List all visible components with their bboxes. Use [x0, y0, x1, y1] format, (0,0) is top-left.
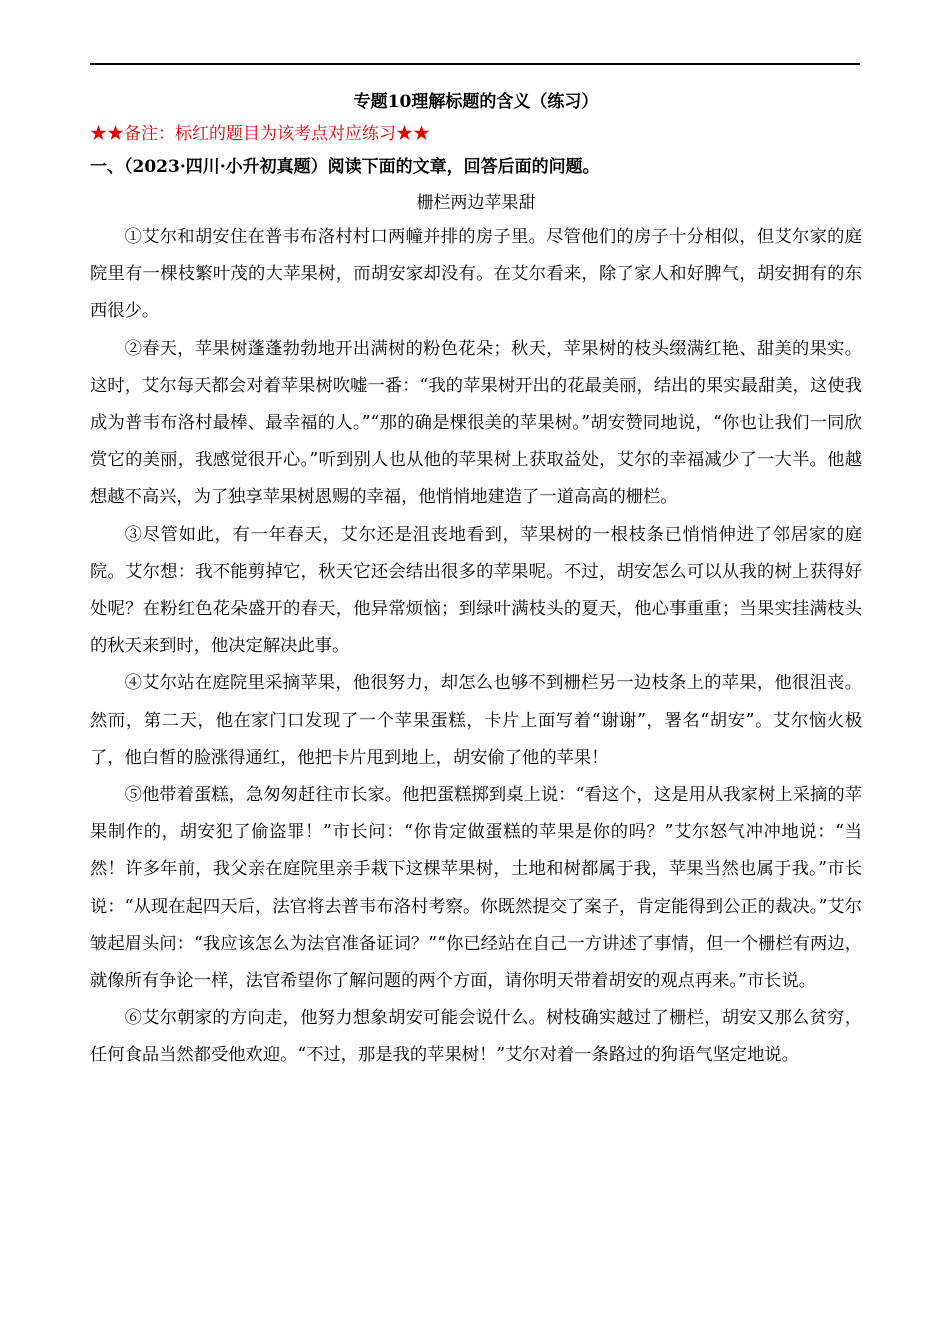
paragraph-1: ①艾尔和胡安住在普韦布洛村村口两幢并排的房子里。尽管他们的房子十分相似，但艾尔家的庭院里有一棵枝繁叶茂的大苹果树，而胡安家却没有。在艾尔看来，除了家人和好脾气，胡安拥有的东西很少。: [90, 227, 862, 322]
paragraph-2: ②春天，苹果树蓬蓬勃勃地开出满树的粉色花朵；秋天，苹果树的枝头缀满红艳、甜美的果实。这时，艾尔每天都会对着苹果树吹嘘一番：“我的苹果树开出的花最美丽，结出的果实最甜美，这使我成为普韦布洛村最棒、最幸福的人。”“那的确是棵很美的苹果树。”胡安赞同地说，“你也让我们一同欣赏它的美丽，我感觉很开心。”听到别人也从他的苹果树上获取益处，艾尔的幸福减少了一大半。他越想越不高兴，为了独享苹果树恩赐的幸福，他悄悄地建造了一道高高的栅栏。: [90, 338, 862, 508]
question-heading: 一、（2023·四川·小升初真题）阅读下面的文章，回答后面的问题。: [90, 157, 600, 177]
article-title: 栅栏两边苹果甜: [416, 193, 536, 213]
document-body: [90, 88, 862, 1075]
paragraph-4: ④艾尔站在庭院里采摘苹果，他很努力，却怎么也够不到栅栏另一边枝条上的苹果，他很沮丧。然而，第二天，他在家门口发现了一个苹果蛋糕，卡片上面写着“谢谢”，署名“胡安”。艾尔恼火极了，他白皙的脸涨得通红，他把卡片甩到地上，胡安偷了他的苹果！: [90, 673, 862, 768]
document-title: 专题10理解标题的含义（练习）: [353, 92, 599, 112]
header-rule: [90, 63, 860, 65]
paragraph-6: ⑥艾尔朝家的方向走，他努力想象胡安可能会说什么。树枝确实越过了栅栏，胡安又那么贫穷，任何食品当然都受他欢迎。“不过，那是我的苹果树！”艾尔对着一条路过的狗语气坚定地说。: [90, 1008, 862, 1066]
paragraph-3: ③尽管如此，有一年春天，艾尔还是沮丧地看到，苹果树的一根枝条已悄悄伸进了邻居家的庭院。艾尔想：我不能剪掉它，秋天它还会结出很多的苹果呢。不过，胡安怎么可以从我的树上获得好处呢？在粉红色花朵盛开的春天，他异常烦恼；到绿叶满枝头的夏天，他心事重重；当果实挂满枝头的秋天来到时，他决定解决此事。: [90, 524, 862, 657]
paragraph-5: ⑤他带着蛋糕，急匆匆赶往市长家。他把蛋糕掷到桌上说：“看这个，这是用从我家树上采摘的苹果制作的，胡安犯了偷盗罪！”市长问：“你肯定做蛋糕的苹果是你的吗？”艾尔怒气冲冲地说：“当然！许多年前，我父亲在庭院里亲手栽下这棵苹果树，土地和树都属于我，苹果当然也属于我。”市长说：“从现在起四天后，法官将去普韦布洛村考察。你既然提交了案子，肯定能得到公正的裁决。”艾尔皱起眉头问：“我应该怎么为法官准备证词？”“你已经站在自己一方讲述了事情，但一个栅栏有两边，就像所有争论一样，法官希望你了解问题的两个方面，请你明天带着胡安的观点再来。”市长说。: [90, 785, 862, 992]
red-note: ★★备注：标红的题目为该考点对应练习★★: [90, 124, 430, 144]
